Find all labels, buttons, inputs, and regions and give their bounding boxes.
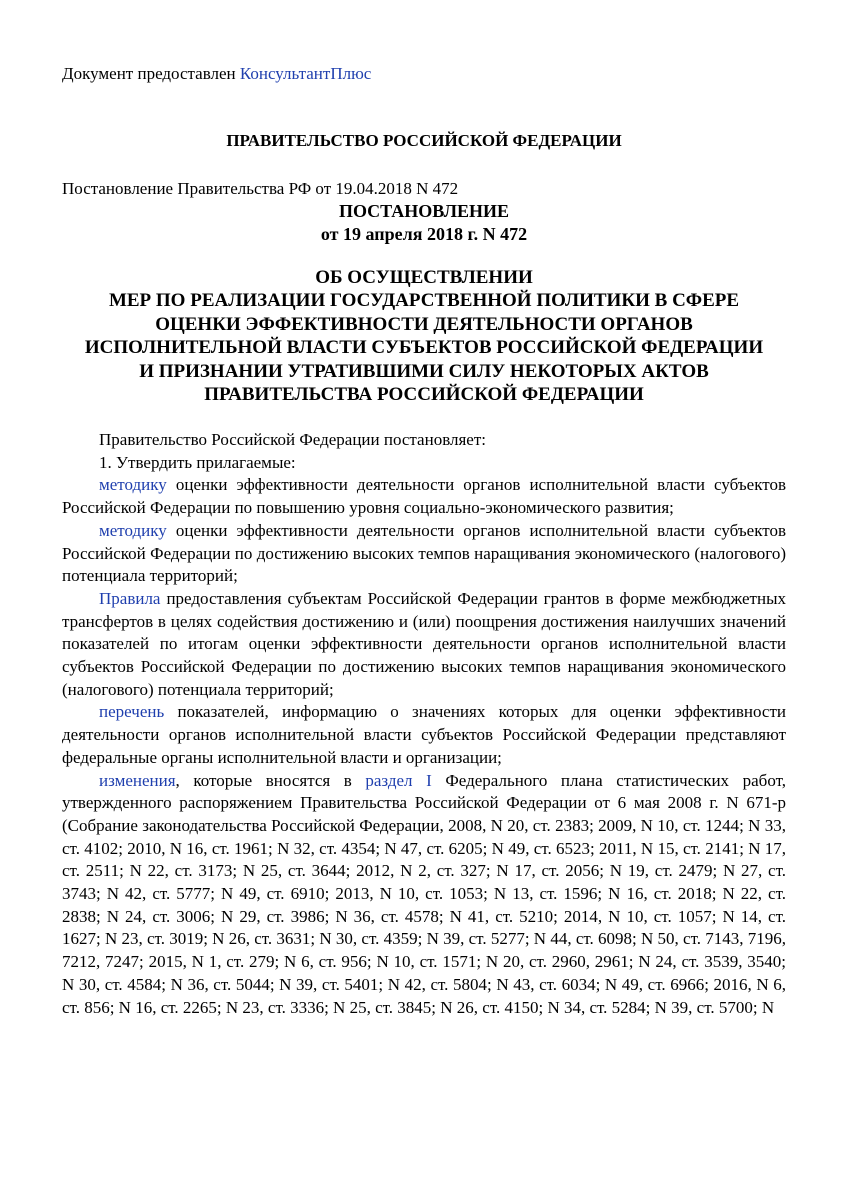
amendments-paragraph (62, 770, 786, 1020)
methodology-1-link[interactable]: методику (99, 475, 167, 495)
consultant-plus-link[interactable]: КонсультантПлюс (239, 64, 372, 83)
methodology-1-paragraph (62, 474, 786, 519)
resolution-title (60, 266, 788, 406)
methodology-2-link[interactable]: методику (99, 520, 167, 540)
document-reference: Постановление Правительства РФ от 19.04.2018 N 472 (62, 179, 459, 198)
amendments-link[interactable]: изменения (99, 770, 176, 790)
section-1-link[interactable]: раздел I (365, 770, 432, 790)
resolution-heading (0, 200, 848, 246)
indicators-list-paragraph (62, 701, 786, 769)
title-line: И ПРИЗНАНИИ УТРАТИВШИМИ СИЛУ НЕКОТОРЫХ АКТОВ (139, 360, 709, 382)
methodology-2-text: оценки эффективности деятельности органов исполнительной власти субъектов Российской Федерации по достижению высоких темпов наращивания экономического (налогового) потенциала территорий; (62, 520, 786, 586)
provided-by-text: Документ предоставлен (62, 64, 240, 83)
rules-link[interactable]: Правила (99, 588, 161, 608)
resolution-type: ПОСТАНОВЛЕНИЕ (338, 201, 510, 221)
government-title: ПРАВИТЕЛЬСТВО РОССИЙСКОЙ ФЕДЕРАЦИИ (226, 131, 622, 150)
item-1-paragraph: 1. Утвердить прилагаемые: (99, 452, 296, 472)
amendments-text-1: , которые вносятся в (175, 770, 366, 790)
amendments-text-2: Федерального плана статистических работ, утвержденного распоряжением Правительства Российской Федерации от 6 мая 2008 г. N 671-р (Собрание законодательства Российской Федерации, 2008, N 20, ст. 2383; 2009, N 10, ст. 1244; N 33, ст. 4102; 2010, N 16, ст. 1961; N 32, ст. 4354; N 47, ст. 6205; N 49, ст. 6523; 2011, N 15, ст. 2141; N 17, ст. 2511; N 22, ст. 3173; N 25, ст. 3644; 2012, N 2, ст. 327; N 17, ст. 2056; N 19, ст. 2479; N 27, ст. 3743; N 42, ст. 5777; N 49, ст. 6910; 2013, N 10, ст. 1053; N 13, ст. 1596; N 16, ст. 2018; N 22, ст. 2838; N 24, ст. 3006; N 29, ст. 3986; N 36, ст. 4578; N 41, ст. 5210; 2014, N 10, ст. 1057; N 14, ст. 1627; N 23, ст. 3019; N 26, ст. 3631; N 30, ст. 4359; N 39, ст. 5277; N 44, ст. 6098; N 50, ст. 7143, 7196, 7212, 7247; 2015, N 1, ст. 279; N 6, ст. 956; N 10, ст. 1571; N 20, ст. 2960, 2961; N 24, ст. 3539, 3540; N 30, ст. 4584; N 36, ст. 5044; N 39, ст. 5401; N 42, ст. 5804; N 43, ст. 6034; N 49, ст. 6966; 2016, N 6, ст. 856; N 16, ст. 2265; N 23, ст. 3336; N 25, ст. 3845; N 26, ст. 4150; N 34, ст. 5284; N 39, ст. 5700; N (62, 770, 787, 1017)
intro-paragraph: Правительство Российской Федерации постановляет: (99, 430, 487, 449)
rules-text: предоставления субъектам Российской Федерации грантов в форме межбюджетных трансфертов в целях содействия достижению и (или) поощрения достижения наилучших значений показателей по итогам оценки эффективности деятельности органов исполнительной власти субъектов Российской Федерации по достижению высоких темпов наращивания экономического (налогового) потенциала территорий; (62, 588, 786, 699)
title-line: ОБ ОСУЩЕСТВЛЕНИИ (315, 267, 533, 288)
document-body (62, 429, 786, 1019)
methodology-1-text: оценки эффективности деятельности органов исполнительной власти субъектов Российской Федерации по повышению уровня социально-экономического развития; (62, 475, 786, 518)
title-line: МЕР ПО РЕАЛИЗАЦИИ ГОСУДАРСТВЕННОЙ ПОЛИТИКИ В СФЕРЕ (108, 290, 740, 312)
resolution-date-number: от 19 апреля 2018 г. N 472 (320, 224, 528, 244)
rules-paragraph (62, 588, 786, 702)
title-line: ОЦЕНКИ ЭФФЕКТИВНОСТИ ДЕЯТЕЛЬНОСТИ ОРГАНОВ (155, 313, 693, 335)
provided-by-line (62, 64, 371, 84)
indicators-list-text: показателей, информацию о значениях которых для оценки эффективности деятельности органов исполнительной власти субъектов Российской Федерации представляют федеральные органы исполнительной власти и организации; (62, 702, 786, 767)
title-line: ПРАВИТЕЛЬСТВА РОССИЙСКОЙ ФЕДЕРАЦИИ (204, 384, 644, 406)
methodology-2-paragraph (62, 520, 786, 588)
indicators-list-link[interactable]: перечень (99, 702, 165, 722)
title-line: ИСПОЛНИТЕЛЬНОЙ ВЛАСТИ СУБЪЕКТОВ РОССИЙСКОЙ ФЕДЕРАЦИИ (84, 337, 764, 359)
